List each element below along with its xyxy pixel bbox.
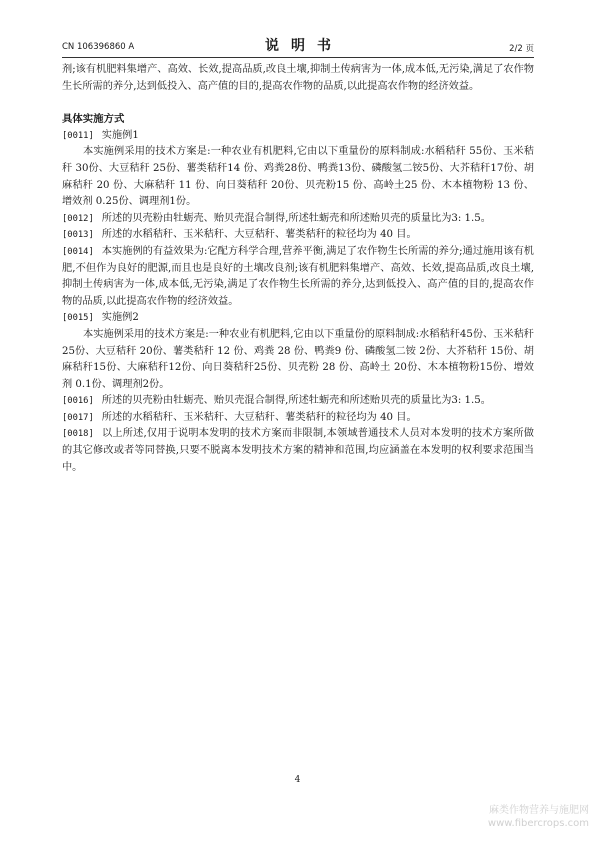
paragraph-text: 本实施例采用的技术方案是:一种农业有机肥料,它由以下重量份的原料制成:水稻秸秆45份、玉米秸秆25份、大豆秸秆 20份、薯类秸秆 12 份、鸡粪 28 份、鸭粪9 份、磷酸氢二铵 2份、大芥秸秆 15份、胡麻秸秆15份、大麻秸秆12份、向日葵秸秆25份、贝壳粉 28 份、高岭土 20份、木本植物粉15份、增效剂 0.1份、调理剂2份。 bbox=[62, 328, 534, 390]
paragraph bbox=[62, 393, 534, 410]
header-divider bbox=[62, 57, 534, 58]
document-body bbox=[62, 62, 534, 476]
section-gap bbox=[62, 95, 534, 111]
paragraph bbox=[62, 144, 534, 210]
paragraph-list bbox=[62, 128, 534, 476]
paragraph-text: 所述的贝壳粉由牡蛎壳、贻贝壳混合制得,所述牡蛎壳和所述贻贝壳的质量比为3: 1.5。 bbox=[101, 395, 491, 407]
paragraph-number: [0017] bbox=[62, 412, 94, 423]
paragraph-number: [0016] bbox=[62, 396, 94, 407]
paragraph-number: [0014] bbox=[62, 246, 94, 257]
paragraph bbox=[62, 410, 534, 427]
patent-number: CN 106396860 A bbox=[62, 42, 135, 52]
paragraph-text: 以上所述,仅用于说明本发明的技术方案而非限制,本领域普通技术人员对本发明的技术方案所做的其它修改或者等同替换,只要不脱离本发明技术方案的精神和范围,均应涵盖在本发明的权利要求范围当中。 bbox=[62, 428, 534, 473]
paragraph-number: [0013] bbox=[62, 230, 94, 241]
page-number: 4 bbox=[294, 775, 301, 785]
watermark-line-1: 麻类作物营养与施肥网 bbox=[489, 805, 589, 816]
paragraph-text: 实施例1 bbox=[101, 129, 139, 141]
paragraph-number: [0012] bbox=[62, 213, 94, 224]
section-title: 具体实施方式 bbox=[62, 113, 125, 126]
page-header bbox=[62, 34, 534, 56]
paragraph-text: 所述的水稻秸秆、玉米秸秆、大豆秸秆、薯类秸秆的粒径均为 40 目。 bbox=[101, 229, 417, 241]
paragraph-text: 本实施例的有益效果为:它配方科学合理,营养平衡,满足了农作物生长所需的养分;通过施用该有机肥,不但作为良好的肥源,而且也是良好的土壤改良剂;该有机肥料集增产、高效、长效,提高品质,改良土壤,抑制土传病害为一体,成本低,无污染,满足了农作物生长所需的养分,达到低投入、高产值的目的,提高农作物的品质,以此提高农作物的经济效益。 bbox=[62, 245, 534, 307]
document-title: 说明书 bbox=[265, 38, 343, 54]
paragraph bbox=[62, 227, 534, 244]
paragraph-number: [0015] bbox=[62, 313, 94, 324]
paragraph bbox=[62, 426, 534, 476]
paragraph bbox=[62, 327, 534, 393]
paragraph-number: [0011] bbox=[62, 130, 94, 141]
watermark bbox=[488, 804, 589, 830]
page-indicator: 2/2 页 bbox=[509, 44, 534, 54]
paragraph bbox=[62, 128, 534, 145]
paragraph-text: 实施例2 bbox=[101, 312, 139, 324]
paragraph-number: [0018] bbox=[62, 429, 94, 440]
paragraph-text: 所述的贝壳粉由牡蛎壳、贻贝壳混合制得,所述牡蛎壳和所述贻贝壳的质量比为3: 1.5。 bbox=[101, 212, 491, 224]
watermark-line-2: www.fibercrops.com bbox=[487, 818, 589, 829]
paragraph bbox=[62, 211, 534, 228]
paragraph-text: 所述的水稻秸秆、玉米秸秆、大豆秸秆、薯类秸秆的粒径均为 40 目。 bbox=[101, 411, 417, 423]
intro-paragraph: 剂;该有机肥料集增产、高效、长效,提高品质,改良土壤,抑制土传病害为一体,成本低,无污染,满足了农作物生长所需的养分,达到低投入、高产值的目的,提高农作物的品质,以此提高农作物的经济效益。 bbox=[62, 64, 534, 92]
paragraph-text: 本实施例采用的技术方案是:一种农业有机肥料,它由以下重量份的原料制成:水稻秸秆 55份、玉米秸秆 30份、大豆秸秆 25份、薯类秸秆14 份、鸡粪28份、鸭粪13份、磷酸氢二铵5份、大芥秸秆17份、胡麻秸秆 20 份、大麻秸秆 11 份、向日葵秸秆 20份、贝壳粉15 份、高岭土25 份、木本植物粉 13 份、增效剂 0.25份、调理剂1份。 bbox=[62, 146, 534, 208]
paragraph bbox=[62, 310, 534, 327]
paragraph bbox=[62, 244, 534, 310]
